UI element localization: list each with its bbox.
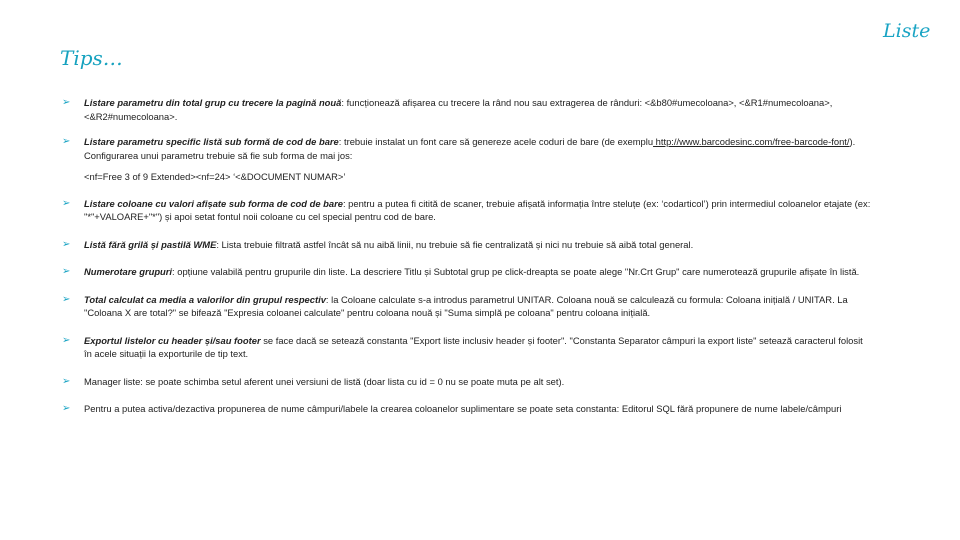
tip-heading: Listă fără grilă și pastilă WME (84, 238, 217, 250)
tip-text: Manager liste: se poate schimba setul aferent unei versiuni de listă (doar lista cu id = 0 nu se poate muta pe alt set). (84, 375, 565, 387)
tip-heading: Listare coloane cu valori afișate sub forma de cod de bare (84, 197, 343, 209)
tip-field-names (62, 402, 872, 416)
tip-text-after: ). Configurarea unui parametru trebuie să fie sub forma de mai jos: (84, 136, 856, 161)
tips-list (62, 96, 872, 416)
tip-text: Pentru a putea activa/dezactiva propunerea de nume câmpuri/labele la crearea coloanelor suplimentare se poate seta constanta: Editorul SQL fără propunere de nume labele/câmpuri (84, 403, 842, 414)
arrow-bullet-icon: ➢ (62, 403, 71, 414)
tip-heading: Listare parametru din total grup cu trecere la pagină nouă (84, 97, 342, 108)
tip-text: : trebuie instalat un font care să genereze acele coduri de bare (de exemplu (338, 136, 654, 147)
tips-heading: Tips… (60, 46, 123, 70)
tip-no-grid (62, 238, 872, 252)
tip-text: : la Coloane calculate s-a introdus parametrul UNITAR. Coloana nouă se calculează cu formula: Coloana inițială / UNITAR. La "Coloana X are total?" se bifează "Expresia coloanei calculate" pentru coloana nouă și "Suma simplă pe coloana" pentru coloana inițială. (84, 293, 848, 318)
arrow-bullet-icon: ➢ (62, 293, 71, 305)
slide-title: Liste (883, 20, 931, 42)
tip-barcode-param (62, 135, 872, 162)
tip-export-header-footer (62, 334, 872, 361)
tip-heading: Exportul listelor cu header și/sau footer (84, 334, 261, 346)
tip-heading: Numerotare grupuri (84, 266, 173, 277)
arrow-bullet-icon: ➢ (62, 97, 71, 108)
tip-list-manager (62, 375, 872, 389)
barcode-font-link[interactable]: http://www.barcodesinc.com/free-barcode-font/ (653, 136, 850, 147)
arrow-bullet-icon: ➢ (62, 136, 71, 147)
arrow-bullet-icon: ➢ (62, 238, 71, 250)
tip-text: : opțiune valabilă pentru grupurile din liste. La descriere Titlu și Subtotal grup pe click-dreapta se poate alege "Nr.Crt Grup" care numerotează grupurile afișate în listă. (172, 266, 860, 277)
tip-group-numbering (62, 265, 872, 279)
arrow-bullet-icon: ➢ (62, 375, 71, 387)
tip-text: : pentru a putea fi citită de scaner, trebuie afișată informația între steluțe (ex: ‘codarticol’) prin intermediul coloanelor etajate (ex: "*"+VALOARE+"*") și apoi setat fontul noii coloane cu cel special pentru cod de bare. (84, 197, 871, 222)
tip-text: : Lista trebuie filtrată astfel încât să nu aibă linii, nu trebuie să fie centralizată și nici nu trebuie să aibă total general. (216, 238, 694, 250)
arrow-bullet-icon: ➢ (62, 266, 71, 277)
tip-page-break (62, 96, 872, 123)
barcode-example: <nf=Free 3 of 9 Extended><nf=24> ‘<&DOCUMENT NUMAR>’ (84, 171, 346, 182)
tip-barcode-columns (62, 197, 872, 224)
arrow-bullet-icon: ➢ (62, 334, 71, 346)
tip-heading: Total calculat ca media a valorilor din grupul respectiv (84, 293, 326, 305)
tip-text: se face dacă se setează constanta "Export liste inclusiv header și footer". "Constanta Separator câmpuri la export liste" setează caracterul folosit în acele situații la exporturile de tip text. (84, 334, 863, 359)
tip-text: : funcționează afișarea cu trecere la rând nou sau extragerea de rânduri: <&b80#umecoloana>, <&R1#numecoloana>, <&R2#numecoloana>. (84, 97, 833, 122)
arrow-bullet-icon: ➢ (62, 197, 71, 209)
tip-heading: Listare parametru specific listă sub formă de cod de bare (84, 136, 339, 147)
tip-group-average (62, 293, 872, 320)
